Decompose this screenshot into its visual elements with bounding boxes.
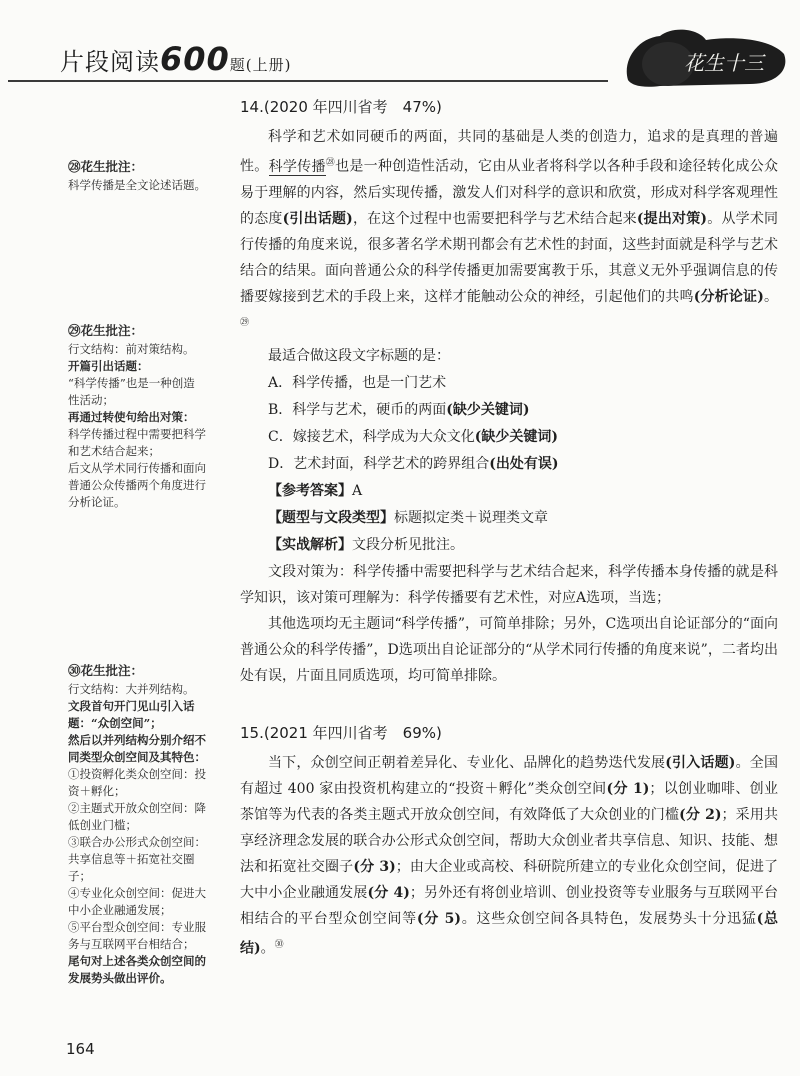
tag-intro-topic: (引出话题) [282, 210, 353, 227]
tag-analysis: (分析论证) [693, 288, 764, 305]
header-rule [8, 80, 608, 82]
q14-prompt: 最适合做这段文字标题的是： [268, 348, 450, 365]
q14-passage: 科学和艺术如同硬币的两面，共同的基础是人类的创造力，追求的是真理的普遍性。科学传播$^㉘$也是一种创造性活动，它由从业者将科学以各种手段和途径转化成公众易于理解的内容，然后实现传播，激发人们对科学的意识和欣赏，形成对科学客观理性的态度(引出话题)，在这个过程中也需要把科学与艺术结合起来(提出对策)。从学术同行传播的角度来说，很多著名学术期刊都会有艺术性的封面，这些封面就是科学与艺术结合的结果。面向普通公众的科学传播更加需要寓教于乐，其意义无外乎强调信息的传播要嫁接到艺术的手段上来，这样才能触动公众的神经，引起他们的共鸣(分析论证)。$^㉙$ [240, 129, 779, 328]
question-14-heading: 14.(2020 年四川省考 47%) [240, 98, 442, 116]
tag-propose-countermeasure: (提出对策) [636, 210, 708, 227]
term-science-communication: 科学传播 [268, 158, 326, 175]
option-d: D．艺术封面，科学艺术的跨界组合(出处有误) [268, 456, 559, 473]
practical-analysis: 【实战解析】文段分析见批注。 [268, 537, 464, 554]
book-title-prefix: 片段阅读 [60, 48, 160, 76]
annotation-30: ㉚花生批注： 行文结构：大并列结构。 文段首句开门见山引入话 题：“众创空间”； 然后以并列结构分别介绍不 同类型众创空间及其特色： ①投资孵化类众创空间：投 资＋孵化； ②主题式开放众创空间：降 低创业门槛； ③联合办公形式众创空间： 共享信息等＋拓宽社交圈 子； ④专业化众创空间：促进大 中小企业融通发展； ⑤平台型众创空间：专业服 务与互联网平台相结合； 尾句对上述各类众创空间的 发展势头做出评价。 [68, 663, 206, 985]
annotation-29: ㉙花生批注： 行文结构：前对策结构。 开篇引出话题： “科学传播”也是一种创造 性活动； 再通过转使句给出对策： 科学传播过程中需要把科学 和艺术结合起来； 后文从学术同行传播和面向 普通公众传播两个角度进行 分析论证。 [68, 323, 206, 509]
page-number: 164 [66, 1040, 95, 1058]
book-title [60, 40, 292, 78]
explanation-2: 其他选项均无主题词“科学传播”，可简单排除；另外，C选项出自论证部分的“面向普通公众的科学传播”，D选项出自论证部分的“从学术同行传播的角度来说”，二者均出处有误，片面且同质选项，均可简单排除。 [240, 616, 778, 685]
question-15-heading: 15.(2021 年四川省考 69%) [240, 724, 442, 742]
option-b: B．科学与艺术，硬币的两面(缺少关键词) [268, 402, 530, 419]
question-type: 【题型与文段类型】标题拟定类＋说理类文章 [268, 510, 548, 527]
book-title-suffix: 题(上册) [229, 56, 292, 74]
option-a: A．科学传播，也是一门艺术 [268, 375, 447, 392]
logo-text: 花生十三 [684, 51, 764, 75]
question-14-body [240, 124, 778, 689]
book-title-number: 600 [160, 40, 230, 78]
reference-answer: 【参考答案】A [268, 483, 363, 500]
option-c: C．嫁接艺术，科学成为大众文化(缺少关键词) [268, 429, 558, 446]
peanut-logo-icon [620, 20, 790, 98]
question-15-body [240, 750, 778, 962]
explanation-1: 文段对策为：科学传播中需要把科学与艺术结合起来，科学传播本身传播的就是科学知识，该对策可理解为：科学传播要有艺术性，对应A选项，当选； [240, 564, 778, 607]
annotation-28: ㉘花生批注： 科学传播是全文论述话题。 [68, 159, 206, 192]
q15-passage: 当下，众创空间正朝着差异化、专业化、品牌化的趋势迭代发展(引入话题)。全国有超过 400 家由投资机构建立的“投资＋孵化”类众创空间(分 1)；以创业咖啡、创业茶馆等为代表的各类主题式开放众创空间，有效降低了大众创业的门槛(分 2)；采用共享经济理念发展的联合办公形式众创空间，帮助大众创业者共享信息、知识、技能、想法和拓宽社交圈子(分 3)；由大企业或高校、科研院所建立的专业化众创空间，促进了大中小企业融通发展(分 4)；另外还有将创业培训、创业投资等专业服务与互联网平台相结合的平台型众创空间等(分 5)。这些众创空间各具特色，发展势头十分迅猛(总结)。$^㉚$ [240, 755, 779, 957]
